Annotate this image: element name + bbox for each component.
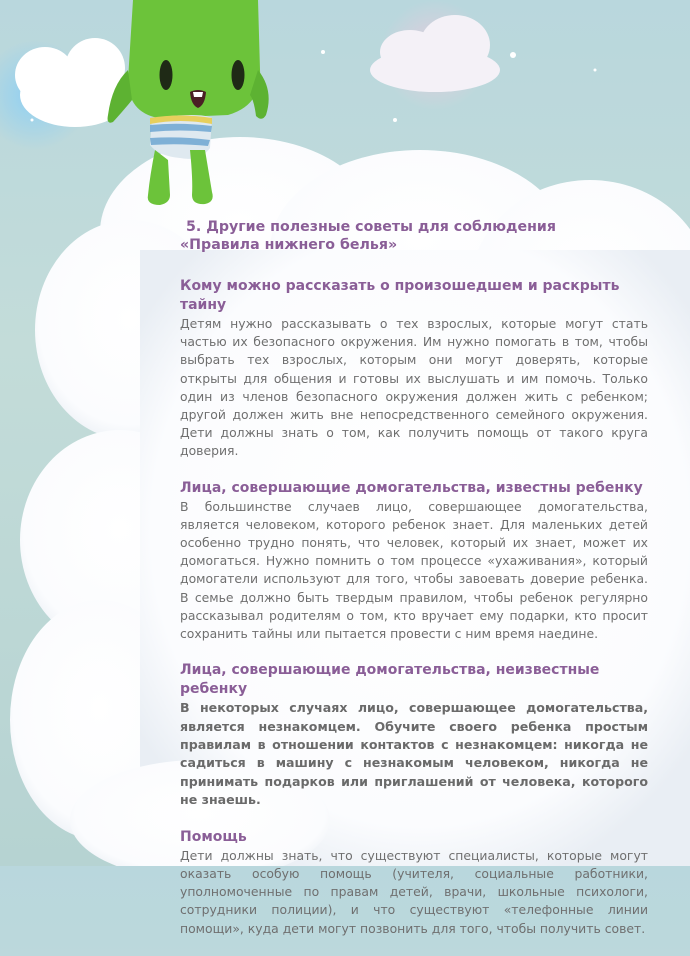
page-title-line2: «Правила нижнего белья» [180,237,398,253]
section-heading: Помощь [180,828,247,845]
page-title-line1: 5. Другие полезные советы для соблюдения [186,219,556,235]
section-body: Дети должны знать, что существуют специалисты, которые могут оказать особую помощь (учителя, социальные работники, уполномоченные по правам детей, врачи, школьные психологи, сотрудники полиции), и что существуют «телефонные линии помощи», куда дети могут позвонить для того, чтобы получить совет. [180,847,648,936]
content-area [180,218,648,956]
section-known-abusers [180,479,648,644]
section-heading: Кому можно рассказать о произошедшем и раскрыть тайну [180,278,620,313]
section-body: Детям нужно рассказывать о тех взрослых, которые могут стать частью их безопасного окружения. Им нужно помогать в том, чтобы выбрать тех взрослых, которым они могут доверять, которые открыты для общения и готовы их выслушать и им помочь. Только один из членов безопасного окружения должен жить с ребенком; другой должен жить вне непосредственного семейного окружения. Дети должны знать о том, как получить помощь от такого круга доверия. [180,316,648,459]
section-help [180,828,648,938]
section-body: В некоторых случаях лицо, совершающее домогательства, является незнакомцем. Обучите своего ребенка простым правилам в отношении контактов с незнакомцем: никогда не садиться в машину с незнакомым человеком, никогда не принимать подарков или приглашений от человека, которого не знаешь. [180,700,648,808]
section-unknown-abusers [180,661,648,809]
section-heading: Лица, совершающие домогательства, известны ребенку [180,479,643,496]
section-body: В большинстве случаев лицо, совершающее домогательства, является человеком, которого ребенок знает. Для маленьких детей особенно трудно понять, что человек, который их знает, может их домогаться. Нужно помнить о том процессе «ухаживания», который домогатели используют для того, чтобы завоевать доверие ребенка. В семье должно быть твердым правилом, чтобы ребенок регулярно рассказывал родителям о том, кто вручает ему подарки, кто просит сохранить тайны или пытается провести с ним время наедине. [180,498,648,642]
section-heading: Лица, совершающие домогательства, неизвестные ребенку [180,662,600,698]
section-trust [180,277,648,461]
page-title [180,218,648,254]
